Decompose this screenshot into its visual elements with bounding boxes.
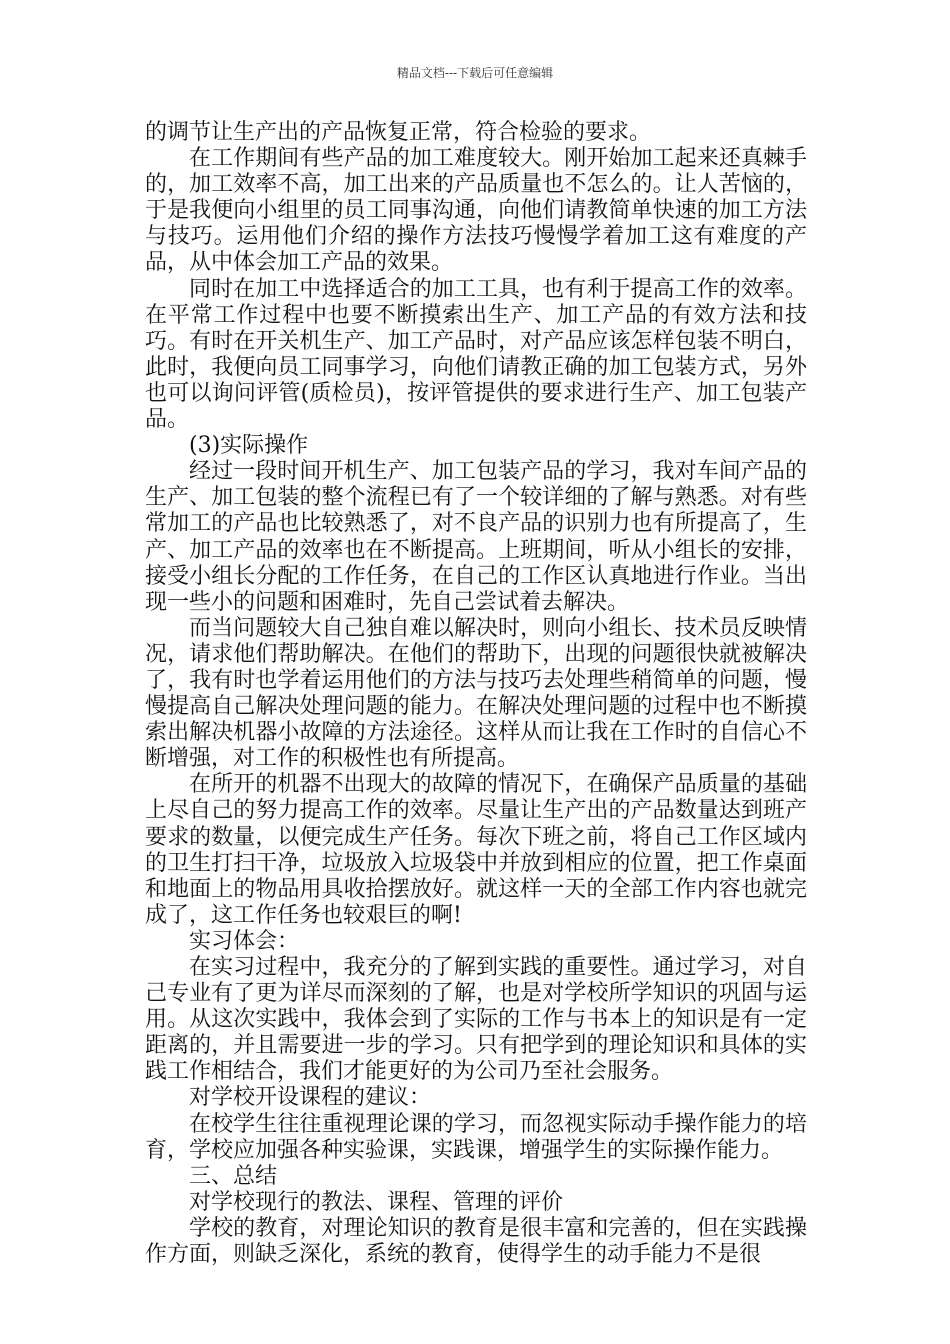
paragraph: 学校的教育，对理论知识的教育是很丰富和完善的，但在实践操作方面，则缺乏深化，系统的教育，使得学生的动手能力不是很 xyxy=(145,1215,807,1268)
section-heading: 对学校现行的教法、课程、管理的评价 xyxy=(189,1189,564,1215)
paragraph: 的调节让生产出的产品恢复正常，符合检验的要求。 xyxy=(145,120,652,145)
section-heading: (3)实际操作 xyxy=(189,433,309,459)
document-body xyxy=(145,120,807,1268)
paragraph: 在校学生往往重视理论课的学习，而忽视实际动手操作能力的培育，学校应加强各种实验课，实践课，增强学生的实际操作能力。 xyxy=(145,1111,807,1163)
paragraph: 而当问题较大自己独自难以解决时，则向小组长、技术员反映情况，请求他们帮助解决。在他们的帮助下，出现的问题很快就被解决了，我有时也学着运用他们的方法与技巧去处理些稍简单的问题，慢慢提高自己解决处理问题的能力。在解决处理问题的过程中也不断摸索出解决机器小故障的方法途径。这样从而让我在工作时的自信心不断增强，对工作的积极性也有所提高。 xyxy=(145,615,807,772)
page-header: 精品文档---下载后可任意编辑 xyxy=(396,66,554,80)
section-heading: 实习体会： xyxy=(189,928,300,954)
section-heading: 对学校开设课程的建议： xyxy=(189,1085,432,1111)
paragraph: 经过一段时间开机生产、加工包装产品的学习，我对车间产品的生产、加工包装的整个流程已有了一个较详细的了解与熟悉。对有些常加工的产品也比较熟悉了，对不良产品的识别力也有所提高了，生产、加工产品的效率也在不断提高。上班期间，听从小组长的安排，接受小组长分配的工作任务，在自己的工作区认真地进行作业。当出现一些小的问题和困难时，先自己尝试着去解决。 xyxy=(145,459,807,615)
paragraph: 在实习过程中，我充分的了解到实践的重要性。通过学习，对自己专业有了更为详尽而深刻的了解，也是对学校所学知识的巩固与运用。从这次实践中，我体会到了实际的工作与书本上的知识是有一定距离的，并且需要进一步的学习。只有把学到的理论知识和具体的实践工作相结合，我们才能更好的为公司乃至社会服务。 xyxy=(145,955,807,1085)
paragraph: 在工作期间有些产品的加工难度较大。刚开始加工起来还真棘手的，加工效率不高，加工出来的产品质量也不怎么的。让人苦恼的，于是我便向小组里的员工同事沟通，向他们请教简单快速的加工方法与技巧。运用他们介绍的操作方法技巧慢慢学着加工这有难度的产品，从中体会加工产品的效果。 xyxy=(145,146,807,276)
section-heading: 三、总结 xyxy=(189,1163,278,1189)
paragraph: 同时在加工中选择适合的加工工具，也有利于提高工作的效率。在平常工作过程中也要不断摸索出生产、加工产品的有效方法和技巧。有时在开关机生产、加工产品时，对产品应该怎样包装不明白，此时，我便向员工同事学习，向他们请教正确的加工包装方式，另外也可以询问评管(质检员)，按评管提供的要求进行生产、加工包装产品。 xyxy=(145,276,807,433)
paragraph: 在所开的机器不出现大的故障的情况下，在确保产品质量的基础上尽自己的努力提高工作的效率。尽量让生产出的产品数量达到班产要求的数量，以便完成生产任务。每次下班之前，将自己工作区域内的卫生打扫干净，垃圾放入垃圾袋中并放到相应的位置，把工作桌面和地面上的物品用具收拾摆放好。就这样一天的全部工作内容也就完成了，这工作任务也较艰巨的啊! xyxy=(145,772,807,928)
